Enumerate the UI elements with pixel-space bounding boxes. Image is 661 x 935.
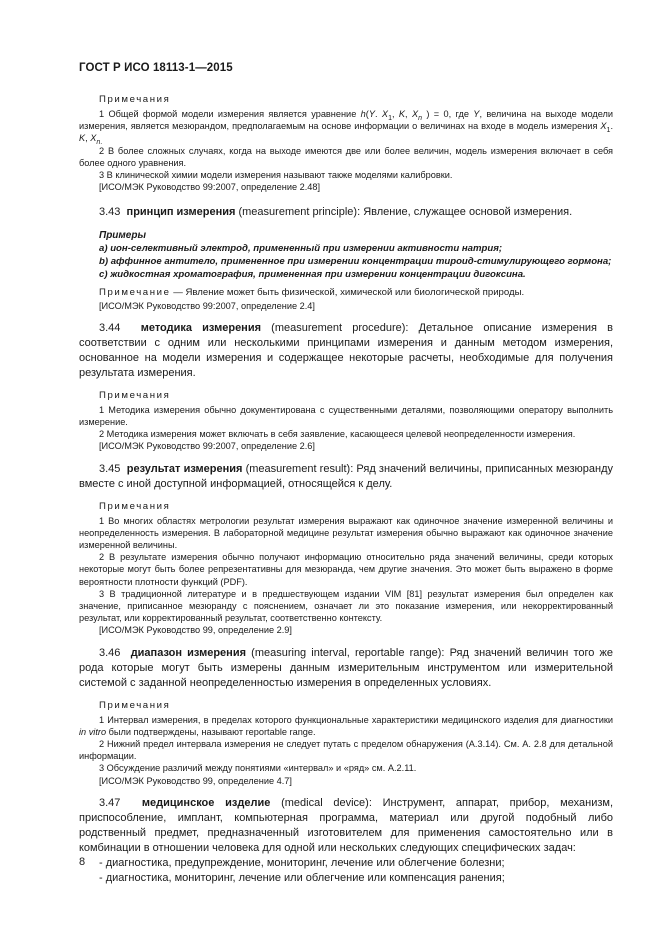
- notes-title: Примечания: [99, 389, 171, 401]
- example-c: c) жидкостная хроматография, примененная при измерении концентрации дигоксина.: [99, 268, 526, 280]
- page-number: 8: [79, 856, 86, 868]
- source-3-46: [ИСО/МЭК Руководство 99, определение 4.7]: [99, 775, 292, 786]
- document-header: ГОСТ Р ИСО 18113-1—2015: [79, 62, 233, 74]
- note-1-2: 2 В более сложных случаях, когда на выходе имеются две или более величин, модель измерения включает в себя более одного уравнения.: [79, 145, 613, 168]
- notes-title: Примечания: [99, 94, 171, 105]
- example-a: a) ион-селективный электрод, примененный при измерении активности натрия;: [99, 243, 503, 255]
- note-3-46-1: 1 Интервал измерения, в пределах которого функциональные характеристики медицинского изделия для диагностики in vitro были подтверждены, называют reportable range.: [79, 714, 613, 737]
- definition-3-45: 3.45 результат измерения (measurement result): Ряд значений величины, приписанных мезюранду вместе с иной доступной информацией, относящейся к делу.: [79, 462, 613, 490]
- document-page: [79, 62, 613, 886]
- note-3-45-3: 3 В традиционной литературе и в предшествующем издании VIM [81] результат измерения был определен как значение, приписанное мезюранду с пояснением, означает ли это показание измерения, или некорректированный результат, или корректированный результат, соответственно контексту.: [79, 588, 613, 624]
- notes-title: Примечания: [99, 500, 171, 512]
- note-1-1: 1 Общей формой модели измерения является уравнение h(Y. $X_1$, K, $X_n$ ) = 0, где Y, величина на выходе модели измерения, является мезюрандом, предполагаемым на основе информации о величинах на входе в модель измерения $X_1$. K, $X_{n.}$: [79, 109, 614, 147]
- note-1-3: 3 В клинической химии модели измерения называют также моделями калибровки.: [99, 170, 453, 181]
- list-item: - диагностика, предупреждение, мониторинг, лечение или облегчение болезни;: [99, 856, 505, 869]
- definition-3-43: 3.43 принцип измерения (measurement principle): Явление, служащее основой измерения.: [99, 206, 573, 219]
- examples-title: Примеры: [99, 230, 147, 242]
- list-item: - диагностика, мониторинг, лечение или облегчение или компенсация ранения;: [99, 871, 505, 884]
- notes-title: Примечания: [99, 699, 171, 711]
- definition-3-46: 3.46 диапазон измерения (measuring interval, reportable range): Ряд значений величин того же рода которые могут быть измерены данным измерительным инструментом или измерительной системой с заданной неопределенностью измерения в определенных условиях.: [79, 646, 614, 689]
- definition-3-47: 3.47 медицинское изделие (medical device): Инструмент, аппарат, прибор, механизм, приспособление, имплант, компьютерная программа, материал или другой подобный либо родственный предмет, предназначенный изготовителем для применения самостоятельно или в комбинации в отношении человека для одной или нескольких следующих специфических задач:: [79, 796, 613, 854]
- note-1-source: [ИСО/МЭК Руководство 99:2007, определение 2.48]: [99, 182, 321, 193]
- example-b: b) аффинное антитело, примененное при измерении концентрации тироид-стимулирующего гормона;: [99, 256, 612, 268]
- note-3-44-2: 2 Методика измерения может включать в себя заявление, касающееся целевой неопределенности измерения.: [99, 429, 576, 440]
- source-3-43: [ИСО/МЭК Руководство 99:2007, определение 2.4]: [99, 300, 315, 311]
- note-3-44-1: 1 Методика измерения обычно документирована с существенными деталями, позволяющими оператору выполнить измерение.: [79, 404, 613, 428]
- definition-3-44: 3.44 методика измерения (measurement procedure): Детальное описание измерения в соответствии с одним или несколькими принципами измерения и данным методом измерения, основанное на модели измерения и содержащее некоторые расчеты, необходимые для получения результата измерения.: [79, 321, 613, 379]
- source-3-44: [ИСО/МЭК Руководство 99:2007, определение 2.6]: [99, 441, 315, 452]
- note-3-46-2: 2 Нижний предел интервала измерения не следует путать с пределом обнаружения (А.3.14). См. А. 2.8 для детальной информации.: [79, 739, 613, 762]
- note-3-45-1: 1 Во многих областях метрологии результат измерения выражают как одиночное значение измеренной величины и неопределенность измерения. В лабораторной медицине результат измерения обычно выражают как одиночное значение измеренной величины.: [79, 515, 613, 551]
- note-3-43: Примечание — Явление может быть физической, химической или биологической природы.: [99, 287, 525, 299]
- source-3-45: [ИСО/МЭК Руководство 99, определение 2.9]: [99, 625, 292, 636]
- note-3-45-2: 2 В результате измерения обычно получают информацию относительно ряда значений величины, среди которых некоторые могут быть более репрезентативны для мезюранда, чем другие значения. Это может быть выражено в форме вероятности плотности функций (PDF).: [79, 552, 613, 587]
- note-3-46-3: 3 Обсуждение различий между понятиями «интервал» и «ряд» см. А.2.11.: [99, 763, 417, 774]
